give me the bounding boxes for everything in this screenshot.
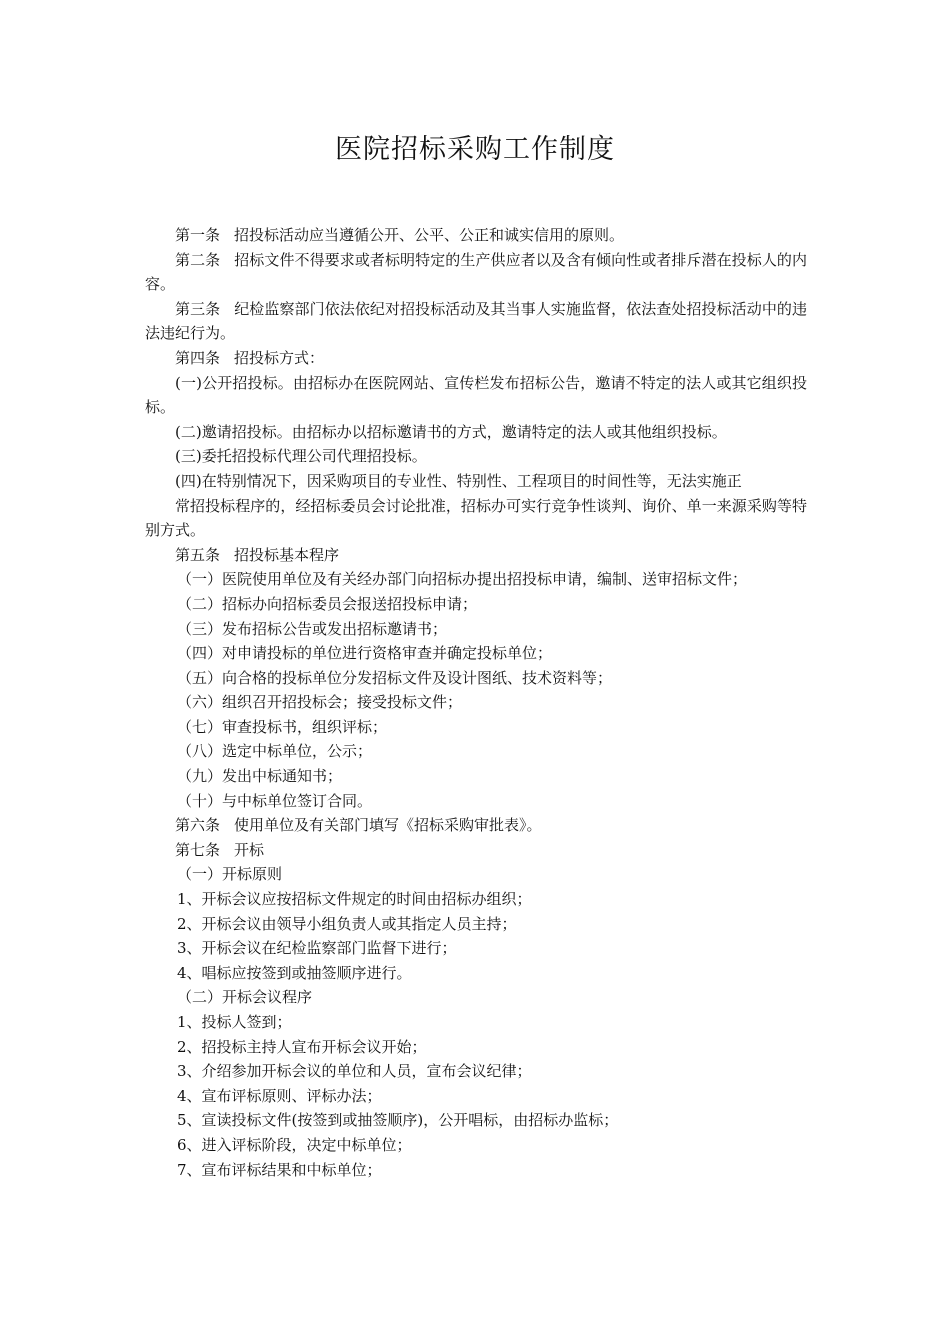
- article-text: 开标: [234, 840, 265, 859]
- paragraph-item: （八）选定中标单位，公示；: [177, 742, 373, 761]
- paragraph-item: 3、介绍参加开标会议的单位和人员，宣布会议纪律；: [177, 1062, 532, 1081]
- paragraph-item: （二）招标办向招标委员会报送招投标申请；: [177, 594, 478, 613]
- document-title: 医院招标采购工作制度: [335, 134, 615, 165]
- paragraph-item: （六）组织召开招投标会；接受投标文件；: [177, 693, 463, 712]
- paragraph-item: 3、开标会议在纪检监察部门监督下进行；: [177, 939, 457, 958]
- paragraph-item: 6、进入评标阶段，决定中标单位；: [177, 1135, 412, 1154]
- article-text: 招投标活动应当遵循公开、公平、公正和诚实信用的原则。: [234, 226, 625, 244]
- paragraph-item: （一）医院使用单位及有关经办部门向招标办提出招投标申请，编制、送审招标文件；: [177, 570, 748, 589]
- article-label: 第三条: [175, 299, 221, 318]
- paragraph-item: (三)委托招投标代理公司代理招投标。: [175, 447, 427, 466]
- article-label: 第七条: [175, 840, 221, 859]
- paragraph-item: (四)在特别情况下，因采购项目的专业性、特别性、工程项目的时间性等，无法实施正: [175, 471, 742, 490]
- article-label: 第二条: [175, 250, 221, 269]
- paragraph-item: （十）与中标单位签订合同。: [177, 791, 373, 810]
- paragraph-item: （三）发布招标公告或发出招标邀请书；: [177, 619, 448, 638]
- paragraph-article-3: [145, 297, 807, 346]
- paragraph-item: 1、开标会议应按招标文件规定的时间由招标办组织；: [177, 890, 532, 909]
- article-text: 纪检监察部门依法依纪对招投标活动及其当事人实施监督，依法查处招投标活动中的违法违纪行为。: [145, 299, 807, 343]
- paragraph-item: 5、宣读投标文件(按签到或抽签顺序)，公开唱标，由招标办监标；: [177, 1111, 619, 1130]
- paragraph-item: （七）审查投标书，组织评标；: [177, 717, 388, 736]
- article-text: 招投标基本程序: [234, 545, 340, 564]
- paragraph-item: 7、宣布评标结果和中标单位；: [177, 1160, 382, 1179]
- paragraph-item: 常招投标程序的，经招标委员会讨论批准，招标办可实行竞争性谈判、询价、单一来源采购等特别方式。: [145, 496, 807, 540]
- document-body: [145, 223, 807, 1182]
- paragraph-article-5: [145, 543, 807, 568]
- article-label: 第四条: [175, 348, 221, 367]
- paragraph-article-2: [145, 248, 807, 297]
- article-text: 使用单位及有关部门填写《招标采购审批表》。: [234, 816, 542, 835]
- article-label: 第六条: [175, 816, 221, 835]
- paragraph-item: （二）开标会议程序: [177, 988, 313, 1007]
- paragraph-item: （九）发出中标通知书；: [177, 767, 343, 786]
- article-text: 招投标方式：: [234, 348, 325, 367]
- paragraph-article-6: [145, 813, 807, 838]
- paragraph-article-1: [145, 223, 807, 248]
- article-label: 第五条: [175, 545, 221, 564]
- paragraph-item: （四）对申请投标的单位进行资格审查并确定投标单位；: [177, 644, 553, 663]
- paragraph-item: （五）向合格的投标单位分发招标文件及设计图纸、技术资料等；: [177, 668, 613, 687]
- article-text: 招标文件不得要求或者标明特定的生产供应者以及含有倾向性或者排斥潜在投标人的内容。: [145, 250, 807, 294]
- paragraph-article-4: [145, 346, 807, 371]
- paragraph-item: 2、开标会议由领导小组负责人或其指定人员主持；: [177, 914, 517, 933]
- paragraph-item: 4、宣布评标原则、评标办法；: [177, 1086, 382, 1105]
- paragraph-item: 4、唱标应按签到或抽签顺序进行。: [177, 963, 412, 982]
- paragraph-article-7: [145, 838, 807, 863]
- article-label: 第一条: [175, 226, 221, 244]
- paragraph-item: 1、投标人签到；: [177, 1013, 292, 1031]
- paragraph-item: （一）开标原则: [177, 865, 283, 884]
- paragraph-item: (一)公开招投标。由招标办在医院网站、宣传栏发布招标公告，邀请不特定的法人或其它组织投标。: [145, 373, 807, 417]
- paragraph-item: (二)邀请招投标。由招标办以招标邀请书的方式，邀请特定的法人或其他组织投标。: [175, 422, 727, 441]
- paragraph-item: 2、招投标主持人宣布开标会议开始；: [177, 1037, 427, 1056]
